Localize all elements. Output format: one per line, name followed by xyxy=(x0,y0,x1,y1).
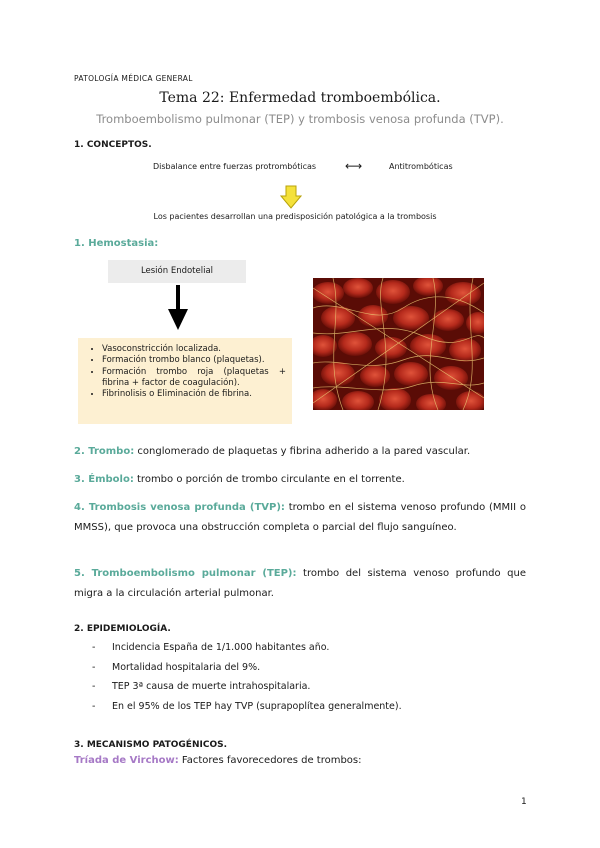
definition-term: 3. Émbolo: xyxy=(74,474,134,485)
definition-term: 5. Tromboembolismo pulmonar (TEP): xyxy=(74,568,297,579)
list-item: - Mortalidad hospitalaria del 9%. xyxy=(92,661,261,673)
definition-text: trombo en el sistema venoso profundo (MMII o MMSS), que provoca una obstrucción completa o parcial del flujo sanguíneo. xyxy=(74,502,526,533)
page-subtitle: Tromboembolismo pulmonar (TEP) y trombosis venosa profunda (TVP). xyxy=(96,112,504,126)
definition-tvp xyxy=(74,498,526,537)
section-heading-epidemiologia: 2. EPIDEMIOLOGÍA. xyxy=(74,624,171,634)
concept-bottom-text: Los pacientes desarrollan una predisposición patológica a la trombosis xyxy=(153,212,437,221)
yellow-down-arrow-icon xyxy=(280,185,302,209)
section-heading-conceptos: 1. CONCEPTOS. xyxy=(74,140,152,150)
definition-text: trombo del sistema venoso profundo que migra a la circulación arterial pulmonar. xyxy=(74,568,526,599)
list-item: - En el 95% de los TEP hay TVP (suprapoplítea generalmente). xyxy=(92,700,402,712)
triada-term: Tríada de Virchow: xyxy=(74,755,179,766)
definition-term: 2. Trombo: xyxy=(74,446,135,457)
black-down-arrow-icon xyxy=(166,285,190,331)
list-item: - Incidencia España de 1/1.000 habitantes año. xyxy=(92,642,330,653)
concept-left-text: Disbalance entre fuerzas protrombóticas xyxy=(153,162,317,171)
double-arrow-icon: ⟷ xyxy=(345,159,363,173)
definition-text: trombo o porción de trombo circulante en el torrente. xyxy=(133,474,405,485)
definition-term: 4. Trombosis venosa profunda (TVP): xyxy=(74,502,285,513)
hemostasia-step: • Formación trombo roja (plaquetas + fibrina + factor de coagulación). xyxy=(102,367,286,390)
section-heading-mecanismo: 3. MECANISMO PATOGÉNICOS. xyxy=(74,740,227,750)
triada-text: Factores favorecedores de trombos: xyxy=(178,755,362,766)
triada-virchow xyxy=(74,751,526,771)
page-title: Tema 22: Enfermedad tromboembólica. xyxy=(159,90,441,106)
definition-text: conglomerado de plaquetas y fibrina adherido a la pared vascular. xyxy=(134,446,471,457)
page-number: 1 xyxy=(521,797,527,807)
lesion-endotelial-box: Lesión Endotelial xyxy=(108,260,246,283)
epidemiologia-list xyxy=(92,638,402,716)
hemostasia-steps-box xyxy=(78,338,292,424)
list-item: - TEP 3ª causa de muerte intrahospitalaria. xyxy=(92,681,311,692)
document-header: PATOLOGÍA MÉDICA GENERAL xyxy=(74,74,193,83)
thrombus-micrograph-image xyxy=(313,278,484,410)
hemostasia-step: • Formación trombo blanco (plaquetas). xyxy=(102,355,286,366)
hemostasia-label: 1. Hemostasia: xyxy=(74,238,159,249)
concept-right-text: Antitrombóticas xyxy=(389,162,453,171)
hemostasia-step: • Fibrinolisis o Eliminación de fibrina. xyxy=(102,389,286,400)
definition-embolo xyxy=(74,470,526,490)
definition-tep xyxy=(74,564,526,603)
definition-trombo xyxy=(74,442,526,462)
hemostasia-step: • Vasoconstricción localizada. xyxy=(102,344,286,355)
